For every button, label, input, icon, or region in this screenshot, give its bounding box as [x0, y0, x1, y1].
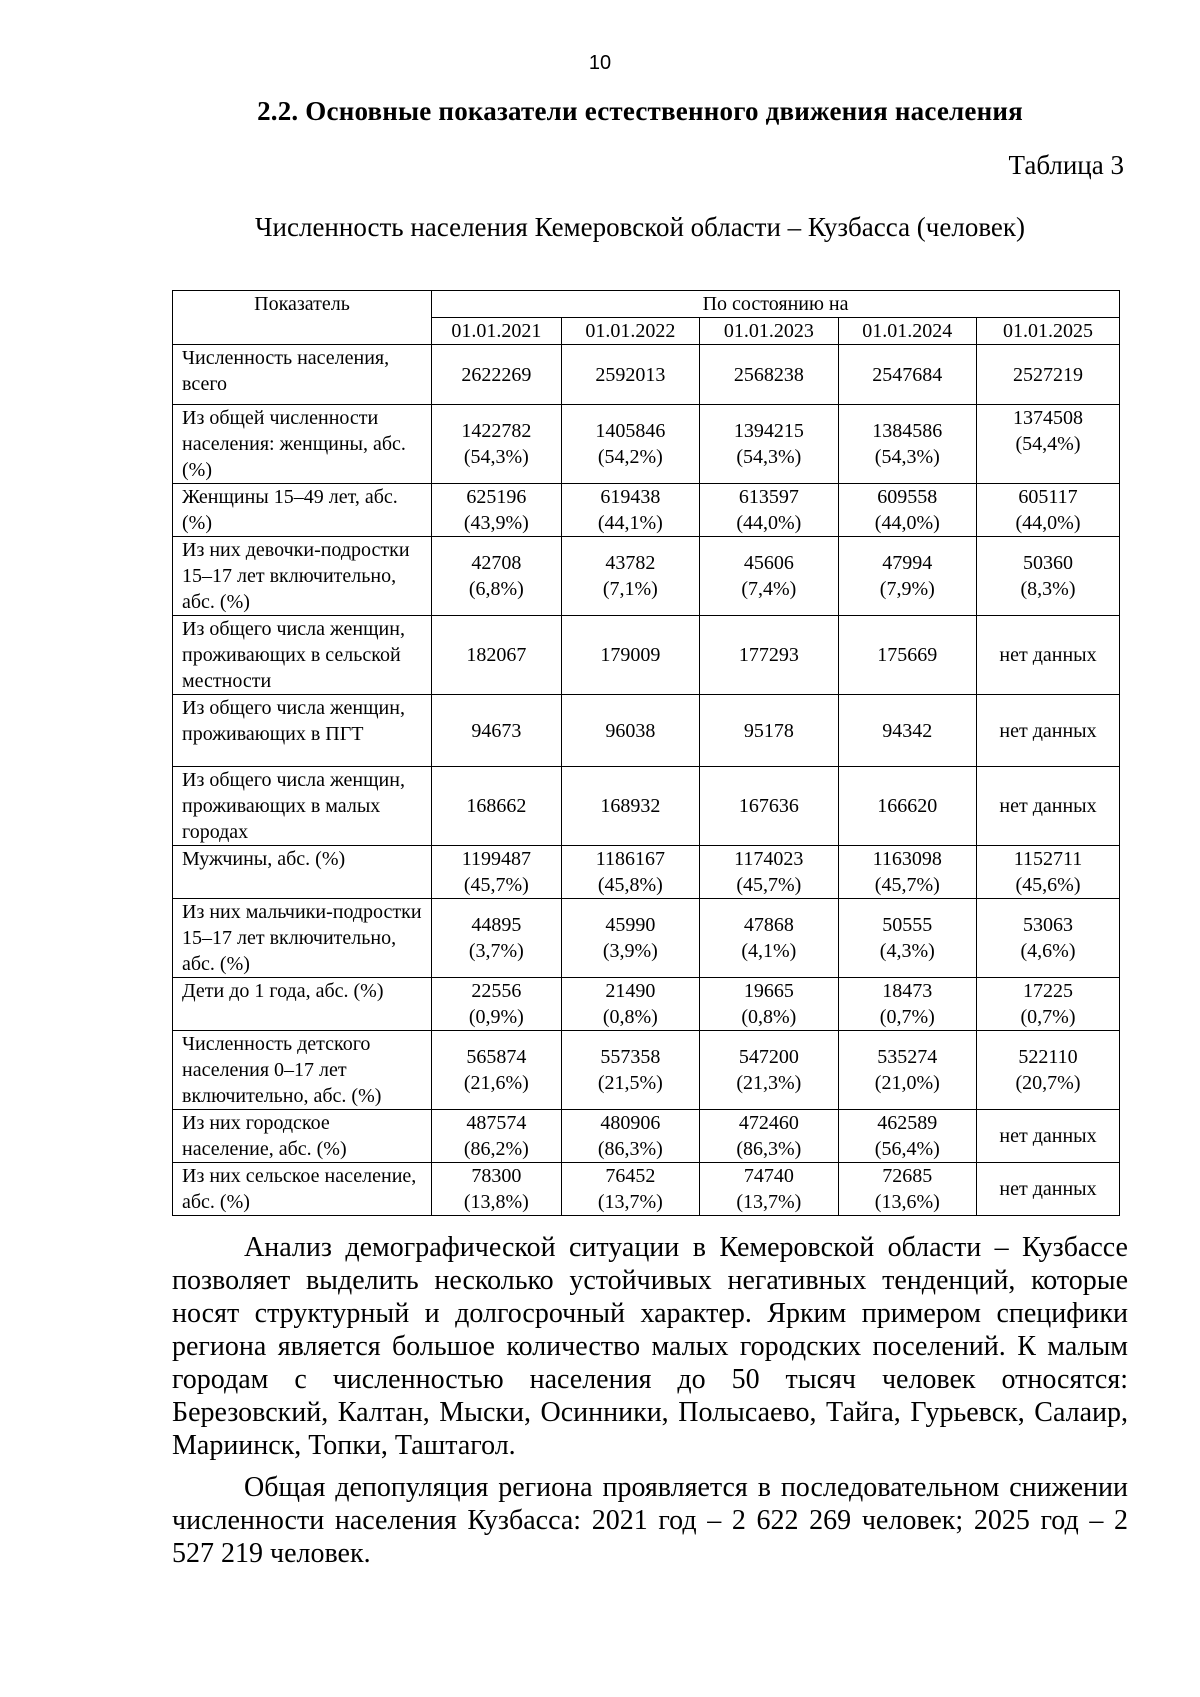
table-row [173, 1163, 1120, 1216]
table-cell [838, 1110, 976, 1163]
table-cell [838, 767, 976, 846]
cell-value: 1374508 [1013, 407, 1083, 429]
cell-value: 1405846 [595, 420, 666, 442]
cell-percent: (45,7%) [874, 874, 940, 896]
table-cell [700, 695, 838, 767]
cell-value: 1163098 [872, 848, 942, 870]
cell-value: 76452 [605, 1165, 656, 1187]
cell-value: 21490 [605, 980, 656, 1002]
table-cell [838, 1163, 976, 1216]
cell-value: 1174023 [734, 848, 804, 870]
table-cell [700, 1031, 838, 1110]
cell-percent: (4,6%) [1020, 940, 1076, 962]
table-cell [977, 537, 1120, 616]
table-cell [432, 1031, 562, 1110]
page-number: 10 [588, 52, 612, 74]
row-label: Женщины 15–49 лет, абс. (%) [173, 484, 432, 537]
table-cell [561, 1163, 699, 1216]
cell-value: 167636 [738, 795, 799, 817]
cell-percent: (4,3%) [879, 940, 935, 962]
row-label: Численность детского населения 0–17 лет включительно, абс. (%) [173, 1031, 432, 1110]
table-cell [432, 537, 562, 616]
cell-value: 2622269 [461, 363, 532, 386]
cell-value: 44895 [471, 914, 522, 936]
cell-value: 94673 [471, 719, 522, 742]
table-row [173, 978, 1120, 1031]
row-label: Из них сельское население, абс. (%) [173, 1163, 432, 1216]
indicator-column-header: Показатель [173, 291, 432, 345]
row-label: Мужчины, абс. (%) [173, 846, 432, 899]
table-row [173, 899, 1120, 978]
table-cell [700, 1163, 838, 1216]
table-cell [977, 1110, 1120, 1163]
table-cell [838, 616, 976, 695]
cell-percent: (4,1%) [741, 940, 797, 962]
table-cell [432, 846, 562, 899]
cell-value: 565874 [466, 1046, 527, 1068]
table-cell [700, 345, 838, 405]
cell-value: 95178 [743, 719, 794, 742]
date-header: 01.01.2023 [700, 318, 838, 345]
table-cell [432, 405, 562, 484]
cell-value: 22556 [471, 980, 522, 1002]
cell-percent: (13,7%) [597, 1191, 663, 1213]
cell-value: нет данных [999, 1178, 1097, 1200]
table-row [173, 405, 1120, 484]
cell-value: 43782 [605, 552, 656, 574]
cell-percent: (44,1%) [597, 512, 663, 534]
cell-value: 47994 [882, 552, 933, 574]
cell-value: 480906 [600, 1112, 661, 1134]
cell-value: нет данных [999, 644, 1097, 666]
cell-percent: (0,7%) [879, 1006, 935, 1028]
cell-value: 177293 [738, 644, 799, 666]
cell-percent: (21,0%) [874, 1072, 940, 1094]
cell-value: 1152711 [1013, 848, 1083, 870]
table-cell [838, 846, 976, 899]
date-header: 01.01.2024 [838, 318, 976, 345]
table-cell [838, 484, 976, 537]
cell-percent: (8,3%) [1020, 578, 1076, 600]
cell-value: 53063 [1023, 914, 1073, 936]
table-cell [432, 1163, 562, 1216]
row-label: Численность населения, всего [173, 345, 432, 405]
table-number: Таблица 3 [1008, 150, 1124, 180]
cell-value: нет данных [999, 719, 1097, 742]
table-cell [977, 978, 1120, 1031]
cell-percent: (7,9%) [879, 578, 935, 600]
table-row [173, 846, 1120, 899]
table-body [173, 345, 1120, 1216]
date-header: 01.01.2021 [432, 318, 562, 345]
cell-value: 94342 [882, 719, 933, 742]
table-cell [561, 1110, 699, 1163]
cell-value: 18473 [882, 980, 933, 1002]
table-cell [977, 345, 1120, 405]
cell-percent: (13,6%) [874, 1191, 940, 1213]
row-label: Из общей численности населения: женщины, абс. (%) [173, 405, 432, 484]
cell-value: 2547684 [872, 363, 943, 386]
table-cell [432, 345, 562, 405]
table-cell [977, 846, 1120, 899]
cell-value: 175669 [877, 644, 938, 666]
cell-percent: (54,4%) [1015, 433, 1081, 455]
cell-value: 96038 [605, 719, 656, 742]
table-cell [977, 405, 1120, 484]
table-cell [561, 484, 699, 537]
cell-value: 1422782 [461, 420, 532, 442]
cell-percent: (13,7%) [736, 1191, 802, 1213]
table-row [173, 616, 1120, 695]
cell-value: 19665 [743, 980, 794, 1002]
cell-percent: (86,2%) [463, 1138, 529, 1160]
cell-percent: (44,0%) [1015, 512, 1081, 534]
table-cell [700, 767, 838, 846]
table-cell [838, 1031, 976, 1110]
cell-value: 45990 [605, 914, 656, 936]
row-label: Из них девочки-подростки 15–17 лет включительно, абс. (%) [173, 537, 432, 616]
date-header: 01.01.2022 [561, 318, 699, 345]
cell-value: нет данных [999, 795, 1097, 817]
table-cell [432, 484, 562, 537]
cell-value: 557358 [600, 1046, 661, 1068]
cell-percent: (43,9%) [463, 512, 529, 534]
cell-value: 42708 [471, 552, 522, 574]
cell-percent: (44,0%) [874, 512, 940, 534]
cell-value: 547200 [738, 1046, 799, 1068]
cell-percent: (0,8%) [741, 1006, 797, 1028]
cell-value: 2592013 [595, 363, 666, 386]
population-table [172, 290, 1120, 1216]
cell-percent: (54,3%) [463, 446, 529, 468]
table-cell [561, 537, 699, 616]
table-cell [838, 345, 976, 405]
table-cell [561, 616, 699, 695]
cell-percent: (0,9%) [468, 1006, 524, 1028]
table-cell [432, 899, 562, 978]
cell-percent: (7,4%) [741, 578, 797, 600]
table-cell [838, 537, 976, 616]
cell-value: 182067 [466, 644, 527, 666]
cell-percent: (21,6%) [463, 1072, 529, 1094]
table-cell [432, 1110, 562, 1163]
date-group-header: По состоянию на [432, 291, 1120, 318]
table-cell [700, 484, 838, 537]
table-cell [977, 1163, 1120, 1216]
cell-value: 1384586 [872, 420, 943, 442]
table-cell [977, 899, 1120, 978]
table-cell [561, 405, 699, 484]
cell-value: 168662 [466, 795, 527, 817]
cell-value: 609558 [877, 486, 938, 508]
cell-value: 2568238 [733, 363, 804, 386]
cell-percent: (13,8%) [463, 1191, 529, 1213]
row-label: Из общего числа женщин, проживающих в ПГТ [173, 695, 432, 767]
cell-value: 17225 [1023, 980, 1073, 1002]
table-cell [561, 978, 699, 1031]
table-cell [561, 846, 699, 899]
cell-value: 2527219 [1013, 363, 1083, 386]
table-cell [977, 1031, 1120, 1110]
table-row [173, 767, 1120, 846]
row-label: Дети до 1 года, абс. (%) [173, 978, 432, 1031]
section-heading: 2.2. Основные показатели естественного движения населения [257, 96, 1023, 126]
cell-value: 78300 [471, 1165, 522, 1187]
table-cell [838, 695, 976, 767]
paragraph-text: Общая депопуляция региона проявляется в последовательном снижении численности населения Кузбасса: 2021 год – 2 622 269 человек; 2025 год – 2 527 219 человек. [172, 1472, 1128, 1569]
table-cell [700, 978, 838, 1031]
paragraph-text: Анализ демографической ситуации в Кемеровской области – Кузбассе позволяет выделить несколько устойчивых негативных тенденций, которые носят структурный и долгосрочный характер. Ярким примером специфики региона является большое количество малых городских поселений. К малым городам с численностью населения до 50 тысяч человек относятся: Березовский, Калтан, Мыски, Осинники, Полысаево, Тайга, Гурьевск, Салаир, Мариинск, Топки, Таштагол. [172, 1232, 1128, 1461]
table-row [173, 1110, 1120, 1163]
cell-value: 1394215 [733, 420, 804, 442]
cell-value: 72685 [882, 1165, 933, 1187]
table-cell [700, 616, 838, 695]
table-cell [838, 978, 976, 1031]
cell-value: 625196 [466, 486, 527, 508]
row-label: Из них городское население, абс. (%) [173, 1110, 432, 1163]
cell-percent: (54,3%) [874, 446, 940, 468]
table-cell [561, 767, 699, 846]
cell-value: 47868 [743, 914, 794, 936]
cell-value: 535274 [877, 1046, 938, 1068]
cell-value: нет данных [999, 1125, 1097, 1147]
cell-percent: (44,0%) [736, 512, 802, 534]
body-paragraph [172, 1231, 1128, 1462]
cell-percent: (0,8%) [602, 1006, 658, 1028]
cell-value: 50360 [1023, 552, 1073, 574]
cell-percent: (56,4%) [874, 1138, 940, 1160]
row-label: Из них мальчики-подростки 15–17 лет включительно, абс. (%) [173, 899, 432, 978]
table-cell [838, 405, 976, 484]
cell-value: 619438 [600, 486, 661, 508]
cell-value: 50555 [882, 914, 933, 936]
table-cell [700, 537, 838, 616]
cell-value: 605117 [1018, 486, 1078, 508]
cell-percent: (45,6%) [1015, 874, 1081, 896]
table-cell [977, 616, 1120, 695]
cell-value: 462589 [877, 1112, 938, 1134]
table-cell [561, 899, 699, 978]
table-row [173, 484, 1120, 537]
table-caption: Численность населения Кемеровской области – Кузбасса (человек) [254, 212, 1026, 242]
cell-percent: (0,7%) [1020, 1006, 1076, 1028]
cell-value: 179009 [600, 644, 661, 666]
cell-percent: (20,7%) [1015, 1072, 1081, 1094]
cell-value: 472460 [738, 1112, 799, 1134]
table-cell [561, 695, 699, 767]
table-cell [700, 1110, 838, 1163]
cell-percent: (7,1%) [602, 578, 658, 600]
row-label: Из общего числа женщин, проживающих в малых городах [173, 767, 432, 846]
cell-value: 168932 [600, 795, 661, 817]
table-row [173, 537, 1120, 616]
table-row [173, 345, 1120, 405]
cell-percent: (21,5%) [597, 1072, 663, 1094]
cell-percent: (54,3%) [736, 446, 802, 468]
table-header-row [173, 291, 1120, 318]
cell-percent: (3,7%) [468, 940, 524, 962]
body-paragraph [172, 1471, 1128, 1570]
cell-percent: (6,8%) [468, 578, 524, 600]
cell-value: 1186167 [595, 848, 665, 870]
table-cell [561, 1031, 699, 1110]
cell-percent: (86,3%) [736, 1138, 802, 1160]
table-cell [432, 767, 562, 846]
cell-percent: (45,7%) [736, 874, 802, 896]
cell-percent: (45,8%) [597, 874, 663, 896]
table-cell [700, 405, 838, 484]
cell-percent: (3,9%) [602, 940, 658, 962]
table-cell [977, 767, 1120, 846]
row-label: Из общего числа женщин, проживающих в сельской местности [173, 616, 432, 695]
table-row [173, 695, 1120, 767]
table-cell [432, 616, 562, 695]
cell-value: 74740 [743, 1165, 794, 1187]
table-cell [977, 484, 1120, 537]
cell-value: 166620 [877, 795, 938, 817]
cell-percent: (45,7%) [463, 874, 529, 896]
cell-percent: (21,3%) [736, 1072, 802, 1094]
cell-value: 613597 [738, 486, 799, 508]
cell-percent: (54,2%) [597, 446, 663, 468]
table-cell [977, 695, 1120, 767]
table-cell [432, 695, 562, 767]
table-cell [838, 899, 976, 978]
date-header: 01.01.2025 [977, 318, 1120, 345]
cell-value: 45606 [743, 552, 794, 574]
table-cell [700, 899, 838, 978]
cell-percent: (86,3%) [597, 1138, 663, 1160]
table-cell [561, 345, 699, 405]
cell-value: 1199487 [461, 848, 531, 870]
cell-value: 487574 [466, 1112, 527, 1134]
table-cell [700, 846, 838, 899]
cell-value: 522110 [1018, 1046, 1078, 1068]
table-cell [432, 978, 562, 1031]
table-row [173, 1031, 1120, 1110]
